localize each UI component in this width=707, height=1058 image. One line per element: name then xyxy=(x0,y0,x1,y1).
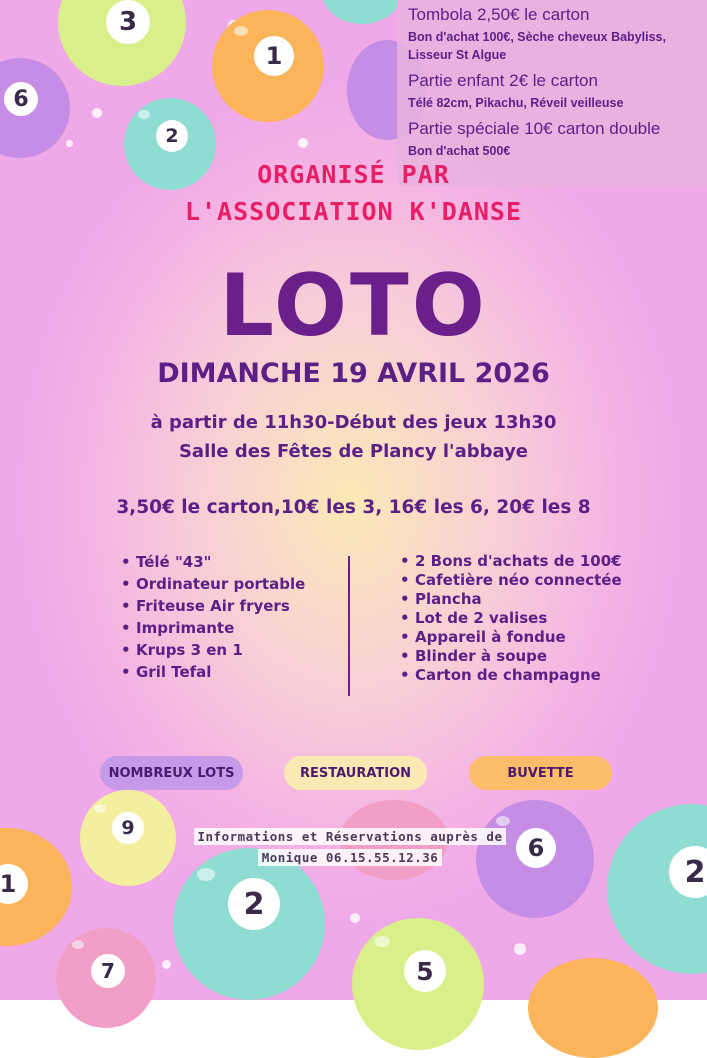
kids-game-heading: Partie enfant 2€ le carton xyxy=(408,71,598,90)
tag-bar: BUVETTE xyxy=(469,756,612,790)
bubble xyxy=(66,140,73,147)
bubble xyxy=(162,960,171,969)
ball-number: 7 xyxy=(91,954,125,988)
tag-many-prizes: NOMBREUX LOTS xyxy=(100,756,243,790)
prize-item: • Krups 3 en 1 xyxy=(121,639,305,661)
tombola-heading: Tombola 2,50€ le carton xyxy=(408,5,590,24)
prize-item: • 2 Bons d'achats de 100€ xyxy=(400,552,622,571)
ball-number: 2 xyxy=(228,878,280,930)
list-divider xyxy=(348,556,350,696)
organizer-line-1: ORGANISÉ PAR xyxy=(257,160,450,189)
prize-item: • Lot de 2 valises xyxy=(400,609,622,628)
special-game-detail: Bon d'achat 500€ xyxy=(408,144,511,158)
event-time: à partir de 11h30-Début des jeux 13h30 xyxy=(150,412,557,433)
bubble xyxy=(92,108,102,118)
prize-item: • Appareil à fondue xyxy=(400,628,622,647)
lottery-ball xyxy=(80,790,176,886)
tombola-detail: Bon d'achat 100€, Sèche cheveux Babyliss, Lisseur St Algue xyxy=(408,30,666,62)
prize-item: • Télé "43" xyxy=(121,551,305,573)
ball-number: 1 xyxy=(254,36,294,76)
contact-info xyxy=(180,826,520,868)
prize-item: • Blinder à soupe xyxy=(400,647,622,666)
prize-item: • Carton de champagne xyxy=(400,666,622,685)
prize-item: • Cafetière néo connectée xyxy=(400,571,622,590)
kids-game-detail: Télé 82cm, Pikachu, Réveil veilleuse xyxy=(408,96,624,110)
ball-number: 3 xyxy=(106,0,150,44)
lottery-ball xyxy=(352,918,484,1050)
bubble xyxy=(298,138,308,148)
special-games-box xyxy=(397,0,707,186)
event-title: LOTO xyxy=(219,256,488,356)
ball-number: 9 xyxy=(112,812,144,844)
card-prices: 3,50€ le carton,10€ les 3, 16€ les 6, 20€ les 8 xyxy=(116,497,591,518)
special-game-heading: Partie spéciale 10€ carton double xyxy=(408,119,661,138)
ball-number: 6 xyxy=(516,828,556,868)
bubble xyxy=(514,943,526,955)
contact-line-1: Informations et Réservations auprès de xyxy=(194,828,507,845)
lottery-ball xyxy=(173,848,325,1000)
event-venue: Salle des Fêtes de Plancy l'abbaye xyxy=(178,441,529,462)
ball-number: 2 xyxy=(669,846,707,898)
lottery-ball xyxy=(212,10,324,122)
lottery-ball xyxy=(56,928,156,1028)
ball-number: 1 xyxy=(0,864,28,904)
prizes-list-left xyxy=(121,551,305,683)
bubble xyxy=(350,913,360,923)
organizer-line-2: L'ASSOCIATION K'DANSE xyxy=(184,197,523,226)
contact-line-2: Monique 06.15.55.12.36 xyxy=(258,849,443,866)
event-date: DIMANCHE 19 AVRIL 2026 xyxy=(157,358,550,389)
prize-item: • Plancha xyxy=(400,590,622,609)
ball-number: 2 xyxy=(156,120,188,152)
prize-item: • Friteuse Air fryers xyxy=(121,595,305,617)
ball-number: 5 xyxy=(404,950,446,992)
lottery-ball xyxy=(528,958,658,1058)
tag-catering: RESTAURATION xyxy=(284,756,427,790)
ball-number: 6 xyxy=(4,82,38,116)
prize-item: • Imprimante xyxy=(121,617,305,639)
prizes-list-right xyxy=(400,552,622,685)
prize-item: • Ordinateur portable xyxy=(121,573,305,595)
prize-item: • Gril Tefal xyxy=(121,661,305,683)
